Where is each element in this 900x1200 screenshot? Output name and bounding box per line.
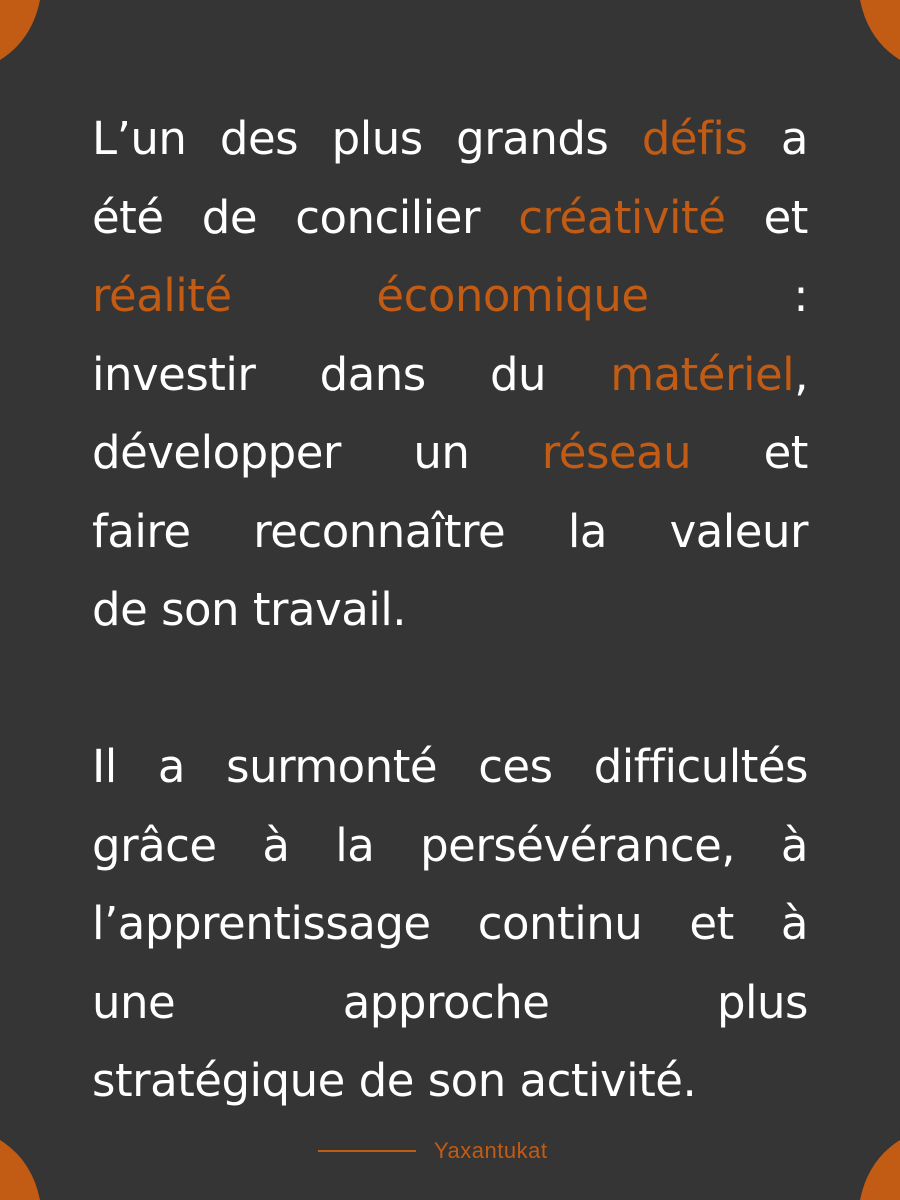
word: plus: [331, 112, 423, 165]
word: grâce: [92, 818, 217, 872]
signature-dash: [318, 1150, 416, 1152]
word: et: [689, 897, 734, 950]
word: ces: [478, 740, 553, 793]
highlighted-word: réseau: [541, 426, 692, 479]
word: à: [780, 897, 808, 950]
word: son: [161, 583, 240, 636]
word: l’apprentissage: [92, 897, 431, 950]
word: reconnaître: [253, 504, 506, 558]
word: plus: [716, 975, 808, 1029]
text-line: [92, 257, 808, 336]
word: a: [780, 112, 808, 165]
text-line: [92, 414, 808, 493]
word: difficultés: [593, 740, 808, 793]
word: activité.: [519, 1054, 697, 1107]
text-line: [92, 885, 808, 964]
paragraph-1: [92, 100, 808, 650]
text-line: [92, 1042, 808, 1121]
word: des: [219, 112, 299, 165]
word: un: [413, 426, 470, 479]
word: de: [358, 1054, 414, 1107]
word: faire: [92, 504, 191, 558]
word: la: [567, 504, 607, 558]
word: une: [92, 975, 176, 1029]
word: surmonté: [226, 740, 438, 793]
word: du: [489, 347, 547, 401]
highlighted-word: matériel,: [610, 347, 808, 401]
paragraph-gap: [92, 650, 808, 729]
highlighted-word: réalité: [92, 269, 232, 322]
word: grands: [456, 112, 609, 165]
word: a: [157, 740, 185, 793]
word: investir: [92, 347, 256, 401]
word: la: [335, 818, 375, 872]
highlighted-word: défis: [641, 112, 748, 165]
word: travail.: [252, 583, 407, 636]
author-signature: [318, 1138, 547, 1164]
word: et: [763, 426, 808, 479]
word: concilier: [295, 190, 480, 244]
author-name: Yaxantukat: [434, 1138, 548, 1163]
word: à: [262, 818, 290, 872]
highlighted-word: créativité: [518, 190, 726, 244]
word: continu: [477, 897, 643, 950]
word: persévérance,: [420, 818, 736, 872]
text-line: [92, 336, 808, 415]
word: développer: [92, 426, 341, 479]
punctuation: ,: [794, 347, 808, 401]
text-line: [92, 728, 808, 807]
word: valeur: [669, 504, 808, 558]
text-line: [92, 100, 808, 179]
word: à: [780, 818, 808, 872]
word: approche: [342, 975, 550, 1029]
text-line: [92, 493, 808, 572]
word: son: [427, 1054, 506, 1107]
word: été: [92, 190, 164, 244]
highlighted-word: économique: [376, 269, 649, 322]
word: de: [201, 190, 258, 244]
word: et: [763, 190, 808, 244]
text-line: [92, 571, 808, 650]
text-line: [92, 179, 808, 258]
paragraph-2: [92, 728, 808, 1121]
quote-text: [92, 100, 808, 1121]
word: de: [92, 583, 148, 636]
word: stratégique: [92, 1054, 345, 1107]
word: dans: [319, 347, 426, 401]
text-line: [92, 964, 808, 1043]
word: L’un: [92, 112, 187, 165]
word: :: [793, 269, 808, 322]
text-line: [92, 807, 808, 886]
word: Il: [92, 740, 117, 793]
